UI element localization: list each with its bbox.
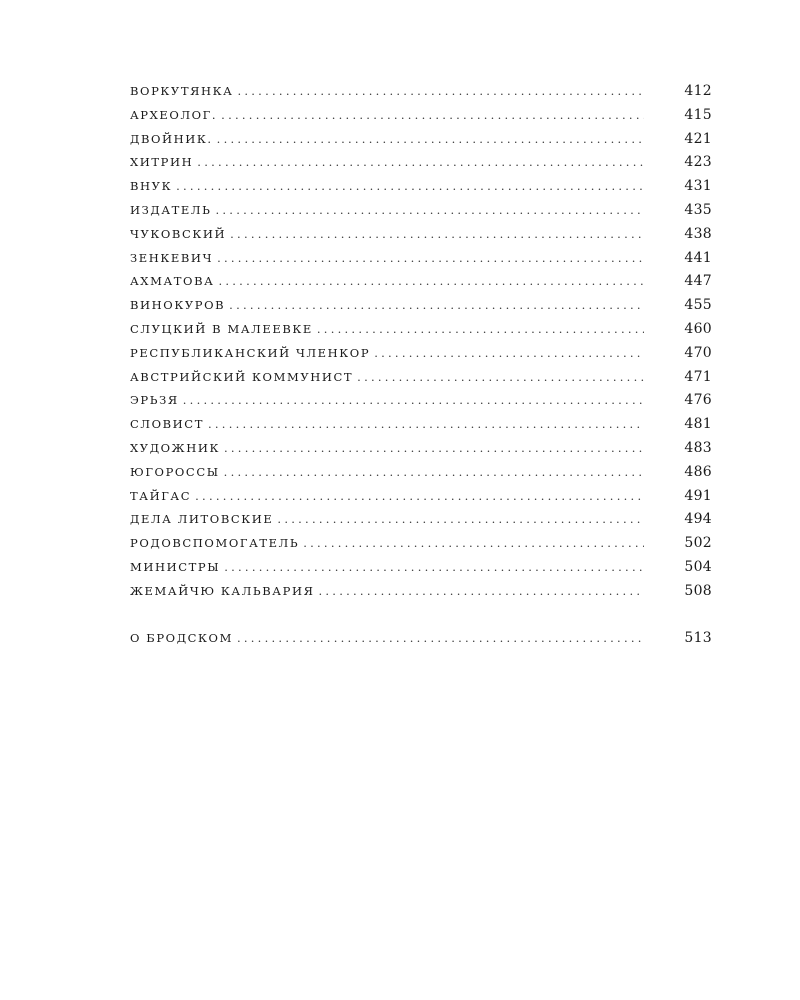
toc-entry-page-number: 471 (684, 368, 712, 385)
toc-entry-page-number: 421 (684, 130, 712, 147)
dot-leader (220, 556, 650, 580)
dot-leader-dots (176, 175, 644, 199)
toc-entry-page-number: 415 (684, 106, 712, 123)
toc-entry-title: ЧУКОВСКИЙ (130, 226, 227, 241)
toc-entry[interactable] (130, 413, 712, 437)
dot-leader (220, 461, 650, 485)
dot-leader-dots (195, 485, 644, 509)
toc-entry-page-number: 481 (684, 416, 712, 433)
toc-entry-title: СЛУЦКИЙ В МАЛЕЕВКЕ (130, 321, 313, 336)
toc-entry[interactable] (130, 508, 712, 532)
toc-entry-page-number: 494 (684, 511, 712, 528)
dot-leader (179, 389, 650, 413)
toc-entry-page-number: 438 (684, 225, 712, 242)
toc-entry-page-number: 504 (684, 558, 712, 575)
toc-entry-title: ХИТРИН (130, 155, 194, 170)
dot-leader-dots (197, 151, 644, 175)
dot-leader-dots (183, 389, 644, 413)
dot-leader-dots (229, 294, 644, 318)
toc-entry[interactable] (130, 175, 712, 199)
toc-entry-page-number: 455 (684, 297, 712, 314)
dot-leader-dots (318, 580, 644, 604)
toc-section (130, 80, 712, 604)
dot-leader (213, 247, 650, 271)
toc-entry-page-number: 441 (684, 249, 712, 266)
dot-leader-dots (224, 461, 644, 485)
toc-entry-page-number: 447 (684, 273, 712, 290)
toc-entry[interactable] (130, 532, 712, 556)
dot-leader-dots (303, 532, 644, 556)
toc-entry-page-number: 470 (684, 344, 712, 361)
toc-entry-page-number: 502 (684, 535, 712, 552)
toc-entry-title: ВОРКУТЯНКА (130, 84, 234, 98)
toc-entry-page-number: 412 (684, 83, 712, 99)
toc-entry[interactable] (130, 342, 712, 366)
toc-entry-page-number: 460 (684, 320, 712, 337)
toc-entry-page-number: 508 (684, 582, 712, 599)
toc-entry-title: О БРОДСКОМ (130, 630, 233, 645)
dot-leader (217, 104, 650, 128)
dot-leader (233, 80, 650, 104)
toc-entry[interactable] (130, 461, 712, 485)
toc-entry-title: ДВОЙНИК. (130, 131, 213, 146)
toc-entry[interactable] (130, 199, 712, 223)
toc-entry-title: ЗЕНКЕВИЧ (130, 250, 214, 265)
dot-leader (353, 366, 650, 390)
toc-entry-page-number: 486 (684, 463, 712, 480)
toc-entry[interactable] (130, 485, 712, 509)
toc-entry-title: АРХЕОЛОГ. (130, 107, 218, 122)
dot-leader (172, 175, 650, 199)
dot-leader (314, 580, 650, 604)
table-of-contents (130, 80, 712, 650)
dot-leader (225, 294, 650, 318)
toc-entry[interactable] (130, 151, 712, 175)
toc-entry[interactable] (130, 223, 712, 247)
dot-leader-dots (230, 223, 644, 247)
toc-entry-title: ДЕЛА ЛИТОВСКИЕ (130, 512, 274, 527)
toc-entry-page-number: 431 (684, 178, 712, 195)
toc-entry-title: РЕСПУБЛИКАНСКИЙ ЧЛЕНКОР (130, 345, 371, 360)
toc-entry-page-number: 435 (684, 201, 712, 218)
dot-leader (204, 413, 650, 437)
toc-entry[interactable] (130, 128, 712, 152)
dot-leader-dots (237, 627, 644, 651)
toc-entry-title: ИЗДАТЕЛЬ (130, 202, 212, 217)
dot-leader-dots (217, 247, 644, 271)
dot-leader-dots (221, 104, 644, 128)
dot-leader-dots (374, 342, 644, 366)
toc-entry-page-number: 423 (684, 154, 712, 171)
toc-entry-title: РОДОВСПОМОГАТЕЛЬ (130, 536, 300, 551)
toc-entry[interactable] (130, 80, 712, 104)
dot-leader (193, 151, 650, 175)
toc-entry-title: МИНИСТРЫ (130, 559, 221, 574)
dot-leader-dots (237, 80, 644, 104)
dot-leader (299, 532, 650, 556)
dot-leader-dots (357, 366, 644, 390)
toc-entry-title: ВИНОКУРОВ (130, 298, 226, 313)
dot-leader (370, 342, 650, 366)
toc-entry-title: ВНУК (130, 179, 173, 194)
toc-entry-title: ТАЙГАС (130, 488, 192, 503)
dot-leader-dots (217, 128, 644, 152)
toc-entry-title: ХУДОЖНИК (130, 440, 220, 455)
dot-leader (211, 199, 650, 223)
toc-entry-page-number: 483 (684, 439, 712, 456)
toc-entry[interactable] (130, 556, 712, 580)
toc-entry-page-number: 491 (684, 487, 712, 504)
toc-entry[interactable] (130, 270, 712, 294)
dot-leader (313, 318, 650, 342)
dot-leader-dots (277, 508, 644, 532)
toc-entry[interactable] (130, 580, 712, 604)
toc-entry[interactable] (130, 318, 712, 342)
dot-leader (213, 128, 650, 152)
toc-entry-title: ЖЕМАЙЧЮ КАЛЬВАРИЯ (130, 583, 315, 598)
dot-leader (191, 485, 650, 509)
dot-leader-dots (215, 199, 644, 223)
toc-entry-title: ЮГОРОССЫ (130, 464, 220, 479)
toc-entry[interactable] (130, 294, 712, 318)
toc-entry[interactable] (130, 104, 712, 128)
toc-entry[interactable] (130, 437, 712, 461)
toc-entry-page-number: 476 (684, 392, 712, 409)
toc-entry[interactable] (130, 627, 712, 651)
toc-entry[interactable] (130, 389, 712, 413)
dot-leader-dots (224, 437, 644, 461)
toc-entry-title: АВСТРИЙСКИЙ КОММУНИСТ (130, 369, 354, 384)
toc-entry-page-number: 513 (684, 629, 712, 646)
toc-entry-title: ЭРЬЗЯ (130, 393, 179, 408)
dot-leader-dots (317, 318, 644, 342)
toc-entry[interactable] (130, 247, 712, 271)
dot-leader-dots (218, 270, 644, 294)
toc-entry[interactable] (130, 366, 712, 390)
dot-leader (226, 223, 650, 247)
dot-leader (220, 437, 650, 461)
dot-leader (233, 627, 650, 651)
toc-entry-title: СЛОВИСТ (130, 417, 204, 432)
toc-entry-title: АХМАТОВА (130, 274, 215, 289)
dot-leader-dots (224, 556, 644, 580)
toc-section (130, 627, 712, 651)
dot-leader (273, 508, 650, 532)
dot-leader (214, 270, 650, 294)
dot-leader-dots (208, 413, 644, 437)
